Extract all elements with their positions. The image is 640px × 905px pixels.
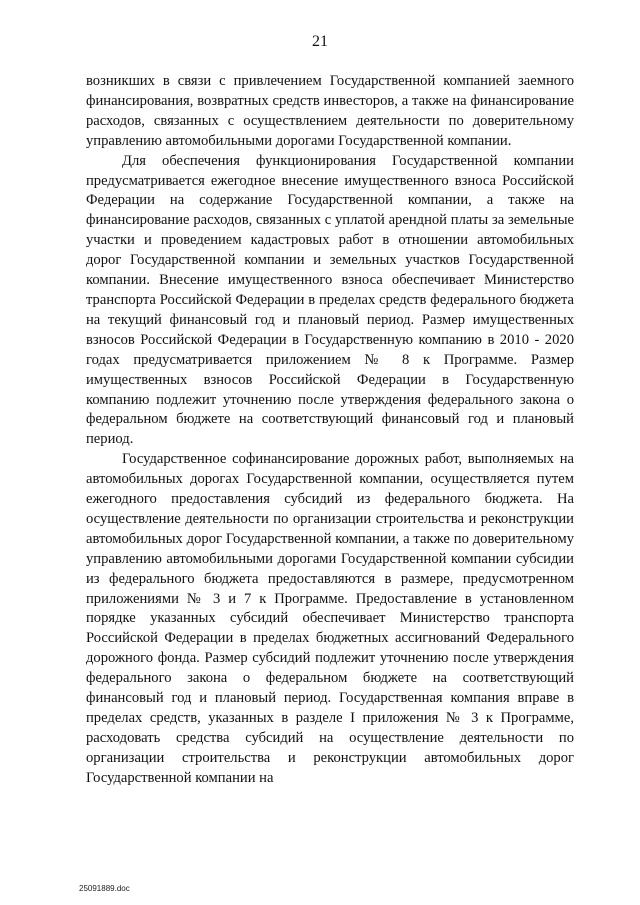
paragraph-continuation: возникших в связи с привлечением Государственной компанией заемного финансирования, возвратных средств инвесторов, а также на финансирование расходов, связанных с осуществлением деятельности по доверительному управлению автомобильными дорогами Государственной компании. <box>86 73 574 149</box>
page-number: 21 <box>312 33 328 50</box>
document-body <box>86 72 574 789</box>
document-file-code: 25091889.doc <box>79 884 130 893</box>
paragraph-property-contribution: Для обеспечения функционирования Государственной компании предусматривается ежегодное внесение имущественного взноса Российской Федерации на содержание Государственной компании, а также на финансирование расходов, связанных с уплатой арендной платы за земельные участки и проведением кадастровых работ в отношении автомобильных дорог Государственной компании и земельных участков Государственной компании. Внесение имущественного взноса обеспечивает Министерство транспорта Российской Федерации в пределах средств федерального бюджета на текущий финансовый год и плановый период. Размер имущественных взносов Российской Федерации в Государственную компанию в 2010 - 2020 годах предусматривается приложением № 8 к Программе. Размер имущественных взносов Российской Федерации в Государственную компанию подлежит уточнению после утверждения федерального закона о федеральном бюджете на соответствующий финансовый год и плановый период. <box>86 152 574 448</box>
paragraph-state-cofinancing: Государственное софинансирование дорожных работ, выполняемых на автомобильных дорогах Государственной компании, осуществляется путем ежегодного предоставления субсидий из федерального бюджета. На осуществление деятельности по организации строительства и реконструкции автомобильных дорог Государственной компании, а также по доверительному управлению автомобильными дорогами Государственной компании субсидии из федерального бюджета предоставляются в размере, предусмотренном приложениями № 3 и 7 к Программе. Предоставление в установленном порядке указанных субсидий обеспечивает Министерство транспорта Российской Федерации в пределах бюджетных ассигнований Федерального дорожного фонда. Размер субсидий подлежит уточнению после утверждения федерального закона о федеральном бюджете на соответствующий финансовый год и плановый период. Государственная компания вправе в пределах средств, указанных в разделе I приложения № 3 к Программе, расходовать средства субсидий на осуществление деятельности по организации строительства и реконструкции автомобильных дорог Государственной компании на <box>86 451 574 786</box>
